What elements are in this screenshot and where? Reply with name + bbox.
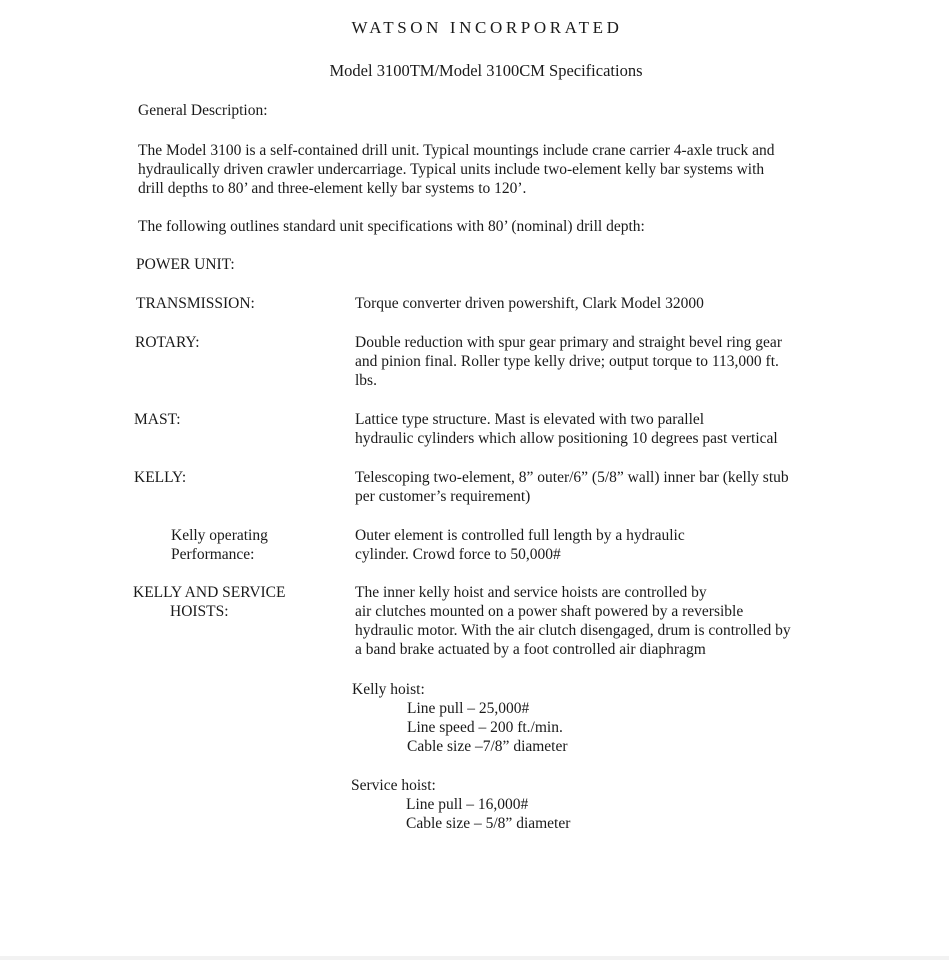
- spec-line: and pinion final. Roller type kelly drive; output torque to 113,000 ft.: [355, 353, 779, 370]
- spec-label-hoists: [133, 583, 286, 621]
- service-hoist-block: [351, 776, 570, 833]
- spec-value-rotary: [355, 333, 782, 390]
- spec-line: The inner kelly hoist and service hoists are controlled by: [355, 584, 707, 601]
- spec-line: Telescoping two-element, 8” outer/6” (5/8” wall) inner bar (kelly stub: [355, 469, 789, 486]
- spec-line: Lattice type structure. Mast is elevated with two parallel: [355, 411, 705, 428]
- spec-value-mast: [355, 410, 778, 448]
- spec-label-rotary: ROTARY:: [135, 334, 200, 351]
- spec-line: per customer’s requirement): [355, 488, 531, 505]
- spec-line: a band brake actuated by a foot controlled air diaphragm: [355, 641, 706, 658]
- label-line: HOISTS:: [170, 603, 229, 620]
- service-hoist-item: Line pull – 16,000#: [406, 796, 529, 813]
- kelly-hoist-heading: Kelly hoist:: [352, 681, 425, 698]
- label-line: Kelly operating: [171, 527, 268, 544]
- kelly-hoist-item: Cable size –7/8” diameter: [407, 738, 568, 755]
- paragraph-line: hydraulically driven crawler undercarriage. Typical units include two-element kelly bar systems with: [138, 161, 765, 178]
- spec-value-kelly-performance: [355, 526, 685, 564]
- kelly-hoist-block: [352, 680, 568, 756]
- spec-line: Torque converter driven powershift, Clark Model 32000: [355, 295, 704, 312]
- label-line: Performance:: [171, 546, 255, 563]
- general-description-paragraph: [138, 141, 838, 198]
- spec-label-power-unit: POWER UNIT:: [136, 256, 235, 273]
- spec-line: Outer element is controlled full length by a hydraulic: [355, 527, 685, 544]
- service-hoist-item: Cable size – 5/8” diameter: [406, 815, 571, 832]
- spec-value-kelly: [355, 468, 789, 506]
- spec-value-transmission: [355, 294, 704, 313]
- spec-line: Double reduction with spur gear primary and straight bevel ring gear: [355, 334, 782, 351]
- service-hoist-heading: Service hoist:: [351, 777, 436, 794]
- intro-text: The following outlines standard unit specifications with 80’ (nominal) drill depth:: [138, 218, 645, 235]
- company-name: WATSON INCORPORATED: [351, 18, 623, 37]
- general-description-heading: General Description:: [138, 102, 268, 119]
- kelly-hoist-item: Line pull – 25,000#: [407, 700, 530, 717]
- spec-line: lbs.: [355, 372, 377, 389]
- spec-line: cylinder. Crowd force to 50,000#: [355, 546, 561, 563]
- kelly-hoist-item: Line speed – 200 ft./min.: [407, 719, 563, 736]
- document-title: Model 3100TM/Model 3100CM Specifications: [329, 61, 643, 80]
- spec-label-transmission: TRANSMISSION:: [136, 295, 255, 312]
- spec-line: air clutches mounted on a power shaft powered by a reversible: [355, 603, 744, 620]
- paragraph-line: The Model 3100 is a self-contained drill unit. Typical mountings include crane carrier 4-axle truck and: [138, 142, 775, 159]
- label-line: KELLY AND SERVICE: [133, 584, 286, 601]
- spec-label-kelly-performance: [171, 526, 268, 564]
- spec-line: hydraulic cylinders which allow positioning 10 degrees past vertical: [355, 430, 778, 447]
- page-bottom-edge: [0, 956, 949, 960]
- spec-line: hydraulic motor. With the air clutch disengaged, drum is controlled by: [355, 622, 791, 639]
- spec-label-mast: MAST:: [134, 411, 181, 428]
- spec-label-kelly: KELLY:: [134, 469, 187, 486]
- spec-value-hoists: [355, 583, 791, 659]
- paragraph-line: drill depths to 80’ and three-element kelly bar systems to 120’.: [138, 180, 527, 197]
